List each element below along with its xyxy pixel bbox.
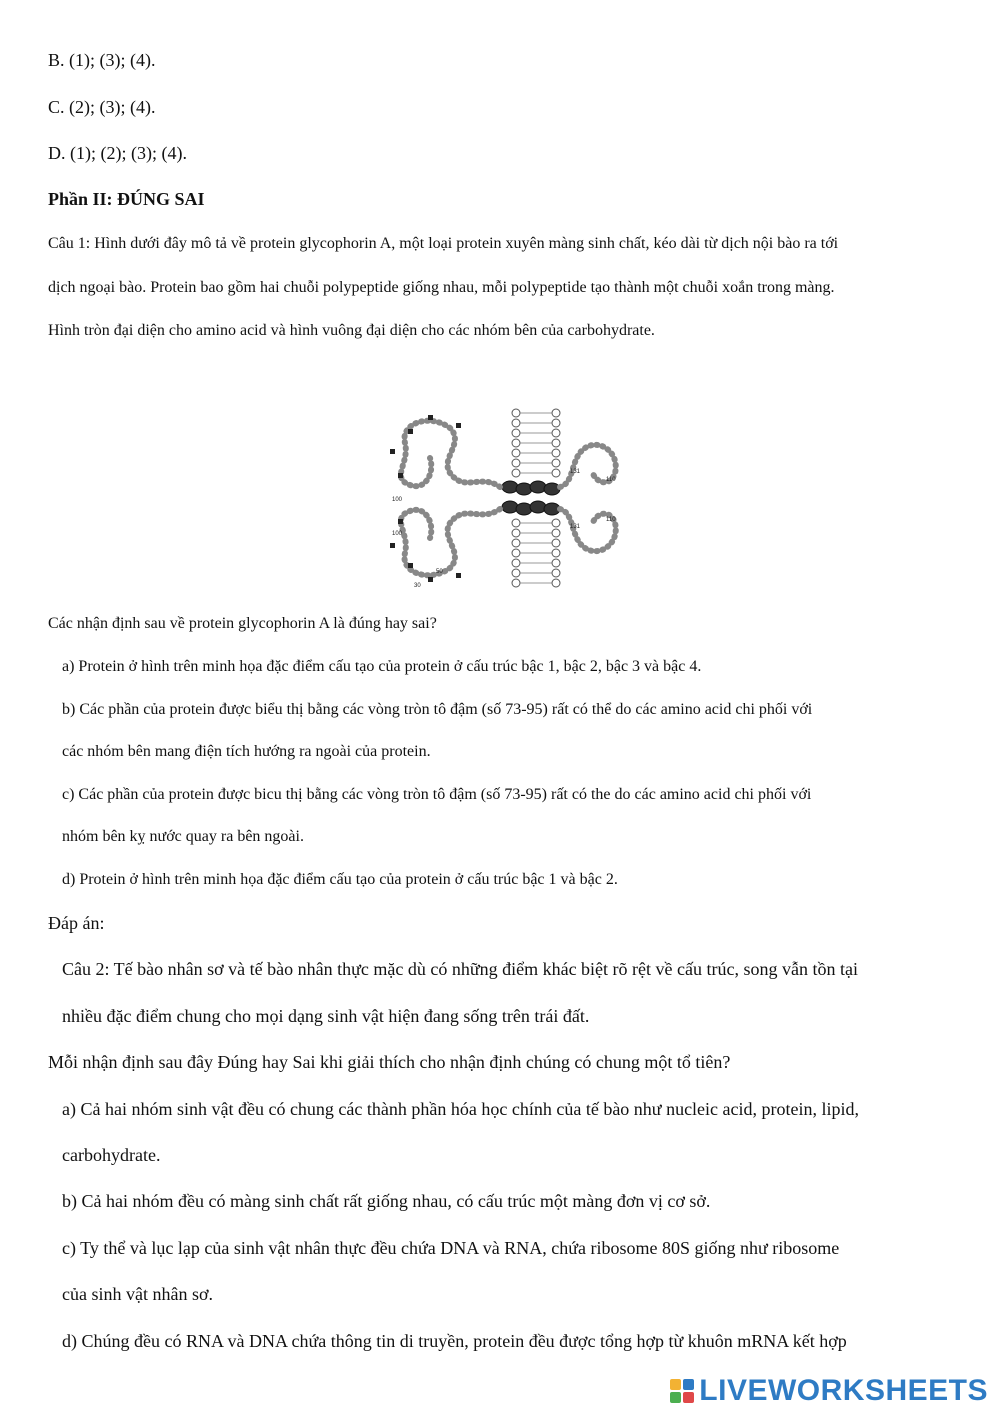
q2-statement-a-line-1: a) Cả hai nhóm sinh vật đều có chung các thành phần hóa học chính của tế bào như nucleic acid, protein, lipid, xyxy=(62,1099,860,1119)
polypeptide-chain-left xyxy=(401,421,500,575)
svg-text:110: 110 xyxy=(606,477,616,483)
q1-intro-line-2: dịch ngoại bào. Protein bao gồm hai chuỗi polypeptide giống nhau, mỗi polypeptide tạo thành một chuỗi xoắn trong màng. xyxy=(48,279,835,296)
q1-statement-b-line-1: b) Các phần của protein được biểu thị bằng các vòng tròn tô đậm (số 73-95) rất có thể do các amino acid chi phối với xyxy=(62,701,813,718)
polypeptide-chain-right xyxy=(560,445,616,551)
svg-text:131: 131 xyxy=(570,524,581,530)
q1-statement-a: a) Protein ở hình trên minh họa đặc điểm cấu tạo của protein ở cấu trúc bậc 1, bậc 2, bậc 3 và bậc 4. xyxy=(62,658,702,675)
q2-statement-d-line-1: d) Chúng đều có RNA và DNA chứa thông tin di truyền, protein đều được tổng hợp từ khuôn mRNA kết hợp xyxy=(62,1331,847,1351)
q2-statement-a-line-2: carbohydrate. xyxy=(62,1145,161,1165)
q1-intro-line-1: Câu 1: Hình dưới đây mô tả về protein glycophorin A, một loại protein xuyên màng sinh chất, kéo dài từ dịch nội bào ra tới xyxy=(48,235,839,252)
q2-statement-b: b) Cả hai nhóm đều có màng sinh chất rất giống nhau, có cấu trúc một màng đơn vị cơ sở. xyxy=(62,1191,711,1211)
answer-label: Đáp án: xyxy=(48,913,105,933)
option-c: C. (2); (3); (4). xyxy=(48,97,156,117)
svg-text:30: 30 xyxy=(414,583,421,589)
q1-statement-c-line-2: nhóm bên kỵ nước quay ra bên ngoài. xyxy=(62,828,304,845)
q1-statement-c-line-1: c) Các phần của protein được bicu thị bằng các vòng tròn tô đậm (số 73-95) rất có the do các amino acid chi phối với xyxy=(62,786,812,803)
transmembrane-helix xyxy=(502,481,560,515)
q2-prompt: Mỗi nhận định sau đây Đúng hay Sai khi giải thích cho nhận định chúng có chung một tổ tiên? xyxy=(48,1052,731,1072)
q1-statement-b-line-2: các nhóm bên mang điện tích hướng ra ngoài của protein. xyxy=(62,743,431,760)
liveworksheets-logo xyxy=(669,1374,988,1408)
svg-text:100: 100 xyxy=(392,531,403,537)
q1-intro-line-3: Hình tròn đại diện cho amino acid và hình vuông đại diện cho các nhóm bên của carbohydrate. xyxy=(48,322,655,339)
lipid-bilayer xyxy=(512,409,560,587)
svg-text:131: 131 xyxy=(570,469,581,475)
option-d: D. (1); (2); (3); (4). xyxy=(48,143,187,163)
svg-text:110: 110 xyxy=(606,517,616,523)
q1-statement-d: d) Protein ở hình trên minh họa đặc điểm cấu tạo của protein ở cấu trúc bậc 1 và bậc 2. xyxy=(62,871,618,888)
q1-prompt: Các nhận định sau về protein glycophorin A là đúng hay sai? xyxy=(48,615,437,632)
svg-text:100: 100 xyxy=(392,497,403,503)
svg-text:50: 50 xyxy=(436,569,443,575)
q2-statement-c-line-2: của sinh vật nhân sơ. xyxy=(62,1284,213,1304)
section-title: Phần II: ĐÚNG SAI xyxy=(48,189,205,209)
q2-statement-c-line-1: c) Ty thể và lục lạp của sinh vật nhân thực đều chứa DNA và RNA, chứa ribosome 80S giống như ribosome xyxy=(62,1238,840,1258)
option-b: B. (1); (3); (4). xyxy=(48,50,156,70)
liveworksheets-logo-text: LIVEWORKSHEETS xyxy=(699,1374,988,1407)
q2-intro-line-2: nhiều đặc điểm chung cho mọi dạng sinh vật hiện đang sống trên trái đất. xyxy=(62,1006,590,1026)
glycophorin-figure xyxy=(370,403,630,593)
liveworksheets-logo-icon xyxy=(669,1378,695,1404)
lipid-tails xyxy=(520,413,552,583)
q2-intro-line-1: Câu 2: Tế bào nhân sơ và tế bào nhân thực mặc dù có những điểm khác biệt rõ rệt về cấu trúc, song vẫn tồn tại xyxy=(62,959,858,979)
